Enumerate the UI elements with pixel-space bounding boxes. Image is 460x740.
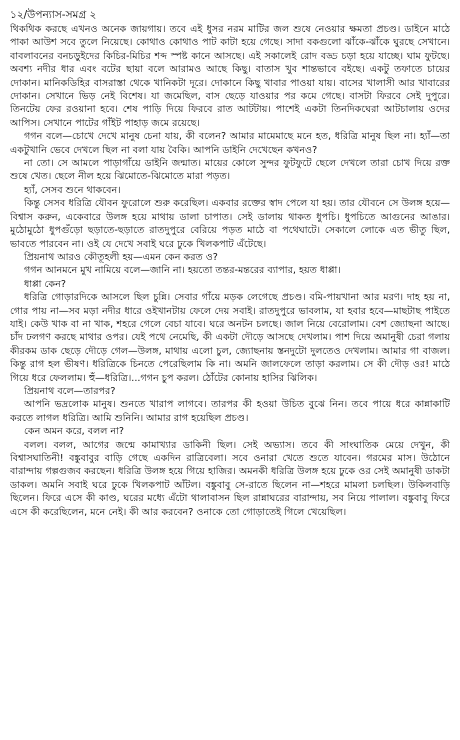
running-head: ১২/উপন্যাস-সমগ্র ২	[10, 9, 97, 21]
body-text	[10, 23, 450, 519]
book-page	[10, 8, 450, 732]
paragraph: প্রিয়নাথ আরও কৌতূহলী হয়—এমন কেন করত ও?	[24, 251, 218, 263]
paragraph: আপনি ভদ্রলোক মানুষ। শুনতে খারাপ লাগবে। তারপর কী হওয়া উচিত বুঝে নিন। তবে পায়ে ধরে কান্নাকাটি করতে লাগল ধরিত্রি। আমি শুনিনি। আমার রাগ হয়েছিল প্রচণ্ড।	[10, 399, 450, 424]
paragraph: প্রিয়নাথ বলে—তারপর?	[24, 385, 116, 397]
paragraph: থিকথিক করছে এখনও অনেক জায়গায়। তবে এই ধুসর নরম মাটির জল শুষে নেওয়ার ক্ষমতা প্রচণ্ড। ডাইনে মাঠে পাকা আউশ সবে তুলে নিয়েছে। কোথাও কোথাও পাট কাটা হয়ে গেছে। সাদা বকগুলো ঝাঁকে-ঝাঁকে ঘুরছে সেখানে। বাবলাবনের বনচড়ুইদের কিচির-মিচির শব্দ স্পষ্ট কানে আসছে। এই সকালেই রোদ বড্ড চড়া হয়ে যাচ্ছে। ঘাম ফুটছে। অবশ্য নদীর ধার এবং বটের ছায়া বলে আরামও আছে কিছু। বাতাস খুব শান্তভাবে বইছে। একটু তফাতে চায়ের দোকান। মানিকডিহির বাসরাস্তা থেকে খানিকটা দূরে। দোকানে কিছু খাবার পাওয়া যায়। বাসের খালাসী আর খাবারের দোকান। সেখানে ভিড় নেই বিশেষ। যা জমেছিল, বাস ছেড়ে যাওয়ার পর কমে গেছে। বাসটা ফিরবে সেই দুপুরে। তিনটেয় ফের রওয়ানা হবে। শেষ পাড়ি দিয়ে ফিরবে রাত আটটায়। পাশেই একটা তিনদিকঘেরা আটচালায় ওদের আপিস। সেখানে পাটের গাঁইট পাহাড় জমে রয়েছে।	[10, 24, 450, 129]
paragraph: ধাপ্পা কেন?	[24, 278, 66, 290]
paragraph: হ্যাঁ, সেসব শুনে থাকবেন।	[24, 184, 121, 196]
paragraph: গগন বলে—চোখে দেখে মানুষ চেনা যায়, কী বলেন? আমার মামেমাছে মনে হত, ধরিত্রি মানুষ ছিল না। হ্যাঁ—তা একটুখানি ভেবে দেখলে ছিল না বলা যায় বৈকি। আপনি ডাইনি দেখেছেন কখনও?	[10, 131, 450, 156]
paragraph: কেন অমন করে, বলল না?	[24, 426, 125, 438]
paragraph: না তো। সে আমলে পাড়াগাঁয়ে ডাইনি জন্মাত। মায়ের কোলে সুন্দর ফুটফুটে ছেলে দেখলে তারা চোখ দিয়ে রক্ত শুষে খেত। ছেলে নীল হয়ে ঝিমোতে-ঝিমোতে মারা পড়ত।	[10, 158, 450, 183]
paragraph: কিন্তু সেসব ধরিত্রি যৌবন ফুরোলে শুরু করেছিল। একবার রক্তের স্বাদ পেলে যা হয়। তার যৌবনে সে উলঙ্গ হয়ে—বিশ্বাস করুন, একেবারে উলঙ্গ হয়ে মাথায় ডালা চাপাত। সেই ডালায় থাকত ধুপচি। ধুপচিতে আগুনের আঙার। মুঠোমুঠো ধুপগুঁড়ো ছড়াতে-ছড়াতে রাতদুপুরে বেরিয়ে পড়ত মাঠে বা পথেঘাটে। সেকালে লোকে এত ভীতু ছিল, ভাবতে পারবেন না। ওই যে দেখে সবাই ঘরে ঢুকে খিলকপাট এঁটেছে।	[10, 198, 450, 250]
paragraph: ধরিত্রি গোড়ারদিকে আসলে ছিল চুন্নি। সেবার গাঁয়ে মড়ক লেগেছে প্রচণ্ড। বমি-পায়খানা আর মরণ। দাহ হয় না, গোর পায় না—সব মড়া নদীর ধারে ওইখানটায় ফেলে দেয় সবাই। রাতদুপুরে ভাবলাম, যা হবার হবে—মাছটাছ পাইতে যাই। কেউ খাক বা না খাক, শহরে গেলে বেচা যাবে। ঘরে অনটন চলছে। জাল নিয়ে বেরোলাম। বেশ জ্যোছনা আছে। চাঁদ ঢলগণ করছে মাথার ওপর। যেই পথে নেমেছি, কী একটা দৌড়ে আসছে দেখলাম। পাশ দিয়ে অমানুষী চেরা গলায় কীরকম ডাক ছেড়ে দৌড়ে গেল—উলঙ্গ, মাথায় এলো চুল, জ্যোছনায় স্তনদুটো দুলতেও দেখলাম। আমার গা বাজল। কিন্তু রাগ হল ভীষণ। ধরিত্রিকে চিনতে পেরেছিলাম কি না। অমনি জালফেলে তাড়া করলাম। সে কী দৌড় ওর! মাঠে গিয়ে ধরে ফেললাম। হুঁ—ধরিত্রি।...গগন চুপ করল। ঠোঁটের কোনায় হাসির ঝিলিক।	[10, 292, 450, 384]
paragraph: গগন আনমনে মুখ নামিয়ে বলে—জানি না। হয়তো তন্তর-মন্তরের ব্যাপার, হয়ত ধাপ্পা।	[24, 265, 341, 277]
paragraph: বলল। বলল, আগের জন্মে কামাখ্যার ডাকিনী ছিল। সেই অভ্যাস। তবে কী সাংঘাতিক মেয়ে দেখুন, কী বিশ্বাসঘাতিনী! বঙ্কুবাবুর বাড়ি গেছে একদিন রাত্রিবেলা। সবে ওনারা খেতে শুতে যাবেন। গরমের মাস। উঠোনে বারান্দায় গল্পগুজব করছেন। ধরিত্রি উলঙ্গ হয়ে গিয়ে হাজির। অমনকী ধরিত্রি উলঙ্গ হয়ে ঢুকে ওর সেই অমানুষী ডাকটা ডাকল। অমনি সবাই ঘরে ঢুকে খিলকপাট আঁটল। বঙ্কুবাবু সে-রাতে ছিলেন না—শহরে মামলা চলছিল। উকিলবাড়ি ছিলেন। ফিরে এসে কী কাণ্ড, ঘরের মধ্যে এঁটো থালাবাসন ছিল রান্নাঘরের বারান্দায়, সব নিয়ে পালাল। বঙ্কুবাবু ফিরে এসে কী করেছিলেন, মনে নেই। কী আর করবেন? ওনাকে তো গোড়াতেই গিলে খেয়েছিল।	[10, 439, 450, 518]
